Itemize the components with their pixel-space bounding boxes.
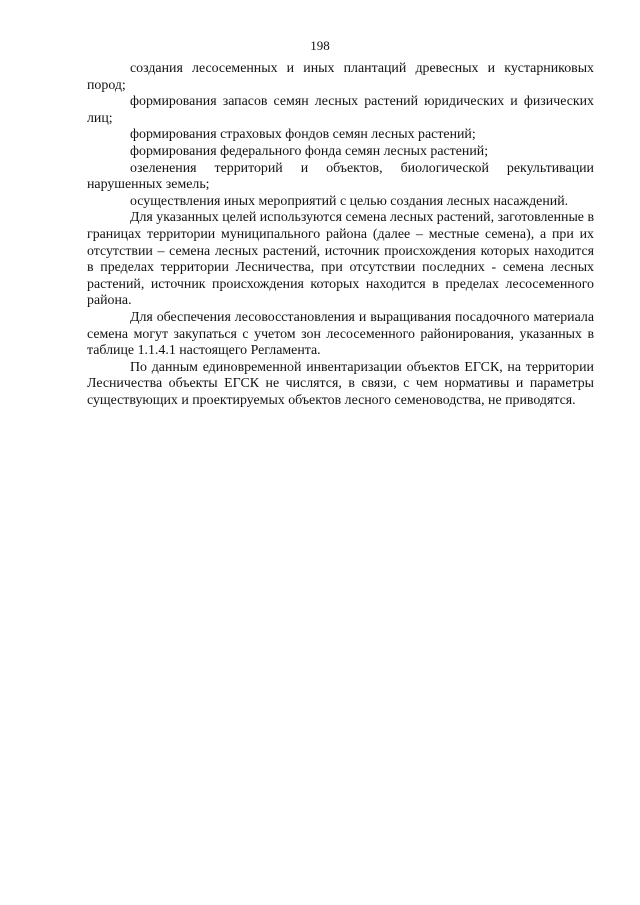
paragraph-seed-procurement: Для обеспечения лесовосстановления и выращивания посадочного материала семена могут закупаться с учетом зон лесосеменного районирования, указанных в таблице 1.1.4.1 настоящего Регламента. xyxy=(87,309,594,359)
paragraph-insurance-funds: формирования страховых фондов семян лесных растений; xyxy=(130,127,476,143)
paragraph-inventory: По данным единовременной инвентаризации объектов ЕГСК, на территории Лесничества объекты ЕГСК не числятся, в связи, с чем нормативы и параметры существующих и проектируемых объектов лесного семеноводства, не приводятся. xyxy=(87,359,594,408)
paragraph-seed-reserves: формирования запасов семян лесных растений юридических и физических лиц; xyxy=(87,94,594,126)
paragraph-plantations: создания лесосеменных и иных плантаций древесных и кустарниковых пород; xyxy=(87,61,594,93)
page-number: 198 xyxy=(310,38,330,53)
document-body xyxy=(87,61,594,409)
paragraph-other-measures: осуществления иных мероприятий с целью создания лесных насаждений. xyxy=(130,193,569,209)
paragraph-seed-sources: Для указанных целей используются семена лесных растений, заготовленные в границах территории муниципального района (далее – местные семена), а при их отсутствии – семена лесных растений, источник происхождения которых находится в пределах территории Лесничества, при отсутствии последних - семена лесных растений, источник происхождения которых находится в пределах лесосеменного района. xyxy=(87,210,594,309)
paragraph-federal-fund: формирования федерального фонда семян лесных растений; xyxy=(130,143,489,159)
paragraph-landscaping: озеленения территорий и объектов, биологической рекультивации нарушенных земель; xyxy=(87,160,594,193)
